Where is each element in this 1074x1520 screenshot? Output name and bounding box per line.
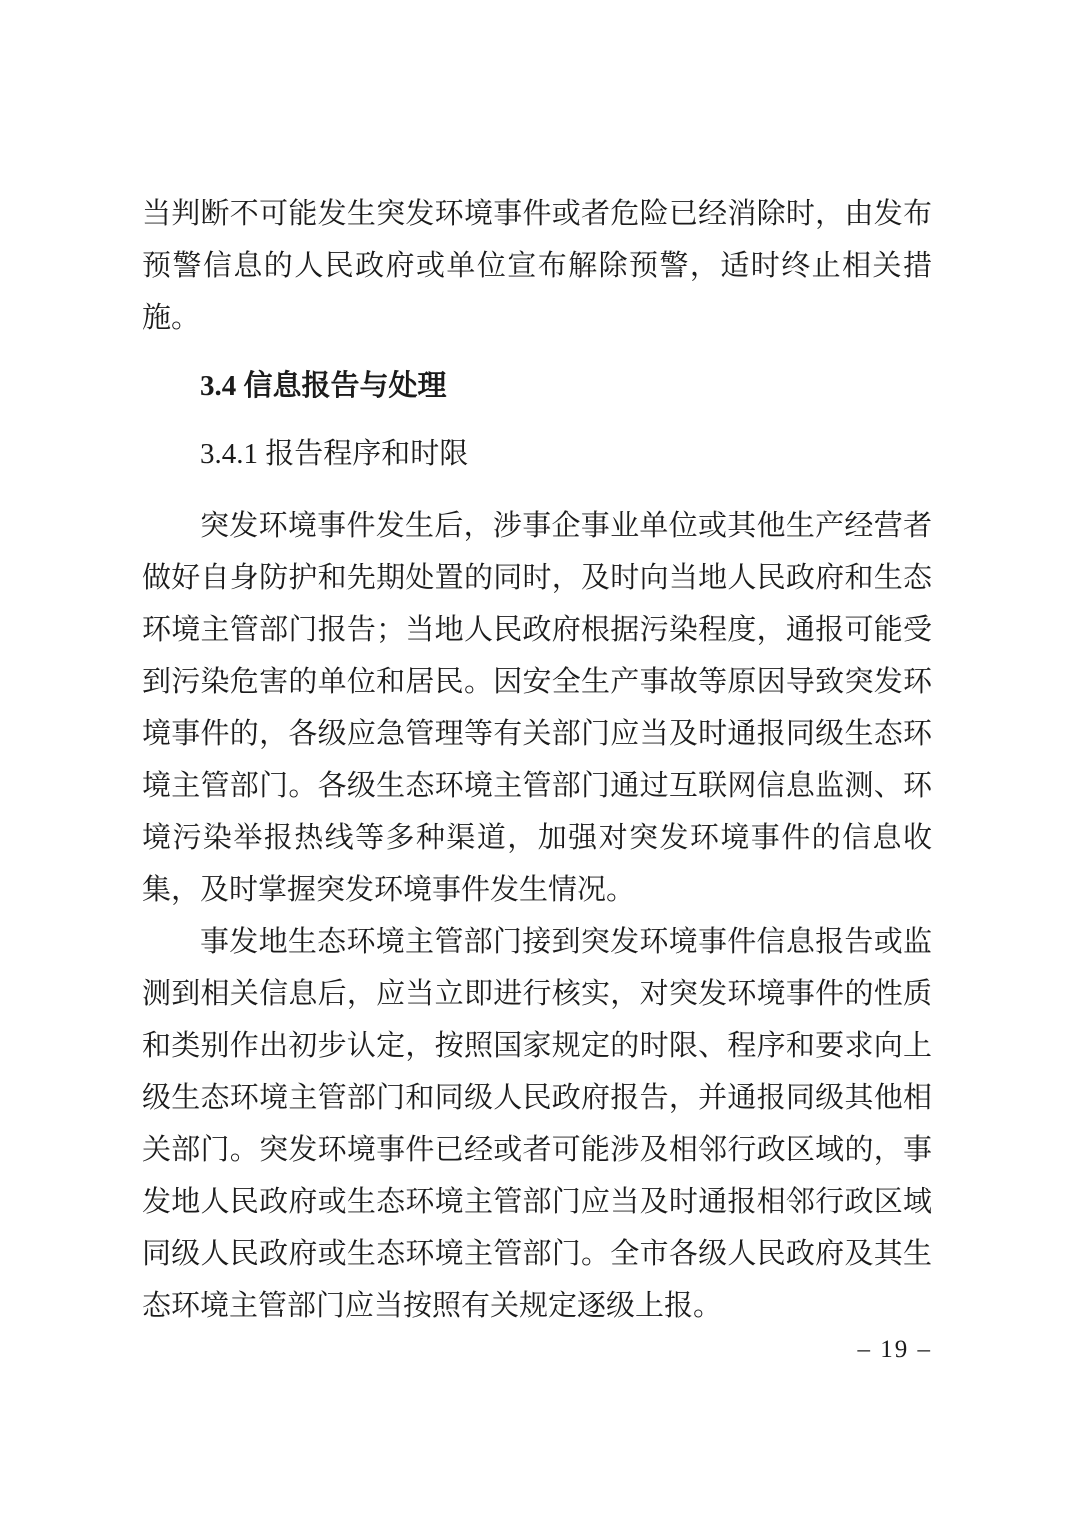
paragraph-report-procedure: 突发环境事件发生后，涉事企事业单位或其他生产经营者做好自身防护和先期处置的同时，及时向当地人民政府和生态环境主管部门报告；当地人民政府根据污染程度，通报可能受到污染危害的单位和居民。因安全生产事故等原因导致突发环境事件的，各级应急管理等有关部门应当及时通报同级生态环境主管部门。各级生态环境主管部门通过互联网信息监测、环境污染举报热线等多种渠道，加强对突发环境事件的信息收集，及时掌握突发环境事件发生情况。 — [142, 510, 932, 906]
page-number: – 19 – — [857, 1336, 932, 1363]
document-body — [142, 188, 932, 1332]
paragraph-warning-lift-continuation: 当判断不可能发生突发环境事件或者危险已经消除时，由发布预警信息的人民政府或单位宣布解除预警，适时终止相关措施。 — [142, 198, 932, 334]
section-heading-3-4: 3.4 信息报告与处理 — [200, 370, 447, 402]
paragraph-verification-report: 事发地生态环境主管部门接到突发环境事件信息报告或监测到相关信息后，应当立即进行核实，对突发环境事件的性质和类别作出初步认定，按照国家规定的时限、程序和要求向上级生态环境主管部门和同级人民政府报告，并通报同级其他相关部门。突发环境事件已经或者可能涉及相邻行政区域的，事发地人民政府或生态环境主管部门应当及时通报相邻行政区域同级人民政府或生态环境主管部门。全市各级人民政府及其生态环境主管部门应当按照有关规定逐级上报。 — [142, 926, 932, 1322]
subsection-heading-3-4-1: 3.4.1 报告程序和时限 — [200, 438, 469, 470]
